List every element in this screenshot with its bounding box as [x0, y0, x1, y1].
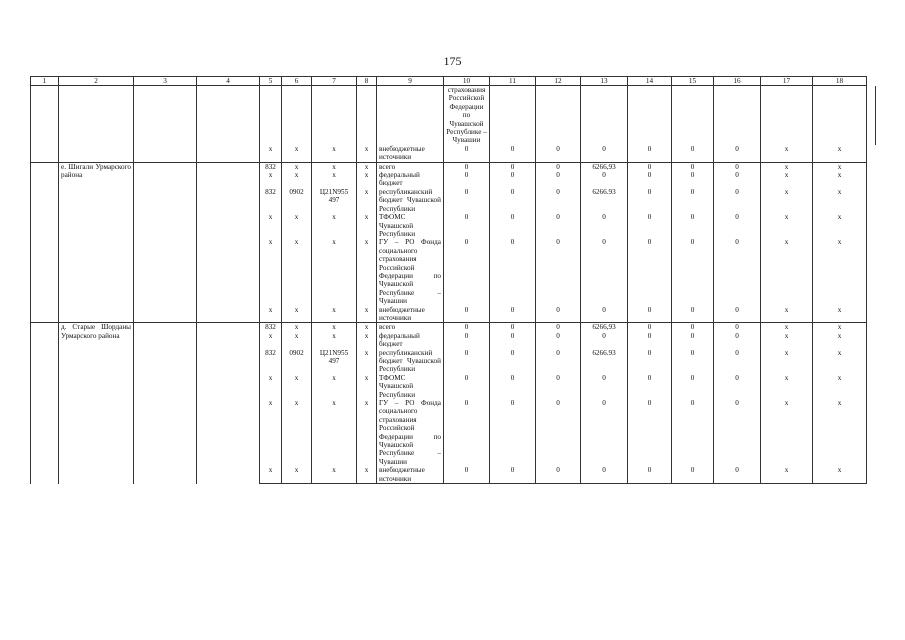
table-cell: 0	[444, 188, 490, 213]
table-cell: х	[357, 238, 377, 305]
table-cell: х	[312, 323, 357, 332]
table-cell: х	[357, 399, 377, 466]
blank-cell	[31, 86, 59, 163]
blank-cell	[197, 323, 260, 484]
table-cell: 0	[490, 188, 536, 213]
column-header: 7	[312, 77, 357, 86]
table-cell: 0	[536, 162, 581, 171]
table-cell	[761, 86, 813, 145]
table-cell: х	[357, 332, 377, 349]
table-cell: х	[357, 213, 377, 238]
table-cell	[312, 86, 357, 145]
table-cell: 0	[490, 238, 536, 305]
table-cell: 0902	[282, 349, 312, 374]
table-cell: 0	[628, 213, 672, 238]
table-row	[31, 86, 876, 145]
table-cell: 0	[672, 466, 714, 483]
table-cell: Ц21N955 497	[312, 349, 357, 374]
table-cell: 0	[490, 323, 536, 332]
table-cell: 0	[714, 466, 761, 483]
table-cell: 0	[536, 171, 581, 188]
table-cell: 0	[536, 466, 581, 483]
column-header: 12	[536, 77, 581, 86]
table-cell: 0	[581, 306, 628, 323]
table-cell: 0	[581, 171, 628, 188]
table-body	[31, 77, 876, 484]
table-cell: х	[312, 466, 357, 483]
table-cell: 832	[260, 162, 282, 171]
table-cell: 0	[490, 466, 536, 483]
source-cell: федеральный бюджет	[377, 171, 444, 188]
table-cell: 0	[628, 399, 672, 466]
table-cell: 0902	[282, 188, 312, 213]
source-cell: внебюджетные источники	[377, 306, 444, 323]
table-cell: х	[312, 374, 357, 399]
column-header: 1	[31, 77, 59, 86]
column-header: 5	[260, 77, 282, 86]
table-cell: х	[813, 399, 867, 466]
column-header: 8	[357, 77, 377, 86]
table-cell: х	[260, 332, 282, 349]
table-cell: х	[312, 213, 357, 238]
table-cell: х	[260, 399, 282, 466]
table-cell: х	[282, 171, 312, 188]
table-cell	[628, 86, 672, 145]
table-cell: х	[357, 374, 377, 399]
table-cell: х	[357, 145, 377, 162]
table-cell: 6266,93	[581, 323, 628, 332]
table-cell: х	[312, 306, 357, 323]
header-row	[31, 77, 876, 86]
table-cell: х	[761, 349, 813, 374]
table-cell: х	[813, 323, 867, 332]
table-cell: 0	[444, 238, 490, 305]
table-cell: 6266.93	[581, 349, 628, 374]
table-cell: х	[357, 466, 377, 483]
table-cell: 0	[444, 171, 490, 188]
table-cell: 0	[628, 145, 672, 162]
table-cell: 0	[581, 238, 628, 305]
source-cell: ГУ – РО Фонда социального страхования Российской Федерации по Чувашской Республике – Чувашии	[377, 399, 444, 466]
table-cell: х	[312, 162, 357, 171]
table-cell: 0	[672, 171, 714, 188]
table-cell: 0	[536, 399, 581, 466]
table-cell: Ц21N955 497	[312, 188, 357, 213]
table-cell: 0	[672, 162, 714, 171]
table-cell: 0	[714, 188, 761, 213]
table-cell: 0	[581, 466, 628, 483]
table-cell: х	[312, 332, 357, 349]
table-cell: х	[260, 145, 282, 162]
table-cell: 0	[490, 145, 536, 162]
table-cell: х	[357, 188, 377, 213]
table-cell: х	[282, 238, 312, 305]
table-cell: 0	[444, 349, 490, 374]
blank-cell	[134, 86, 197, 163]
table-cell: 832	[260, 323, 282, 332]
table-cell: 0	[628, 171, 672, 188]
table-cell: х	[357, 162, 377, 171]
table-cell: 0	[490, 306, 536, 323]
table-cell: 0	[444, 213, 490, 238]
table-cell: х	[282, 213, 312, 238]
table-cell: 0	[714, 238, 761, 305]
table-cell: х	[813, 213, 867, 238]
table-cell: 0	[628, 238, 672, 305]
table-cell	[536, 86, 581, 145]
table-cell	[260, 86, 282, 145]
blank-cell	[197, 86, 260, 163]
table-cell: х	[761, 188, 813, 213]
table-cell: х	[282, 466, 312, 483]
table-cell: 0	[536, 145, 581, 162]
table-cell: х	[312, 399, 357, 466]
column-header: 15	[672, 77, 714, 86]
table-cell: 0	[536, 323, 581, 332]
table-cell: 0	[490, 399, 536, 466]
column-header: 11	[490, 77, 536, 86]
column-header: 3	[134, 77, 197, 86]
table-cell: 0	[714, 399, 761, 466]
source-cell: федеральный бюджет	[377, 332, 444, 349]
table-cell: х	[813, 171, 867, 188]
table-cell: 0	[672, 399, 714, 466]
table-cell: 0	[672, 145, 714, 162]
source-cell: ТФОМС Чувашской Республики	[377, 374, 444, 399]
table-cell: 0	[490, 213, 536, 238]
table-cell: 0	[714, 171, 761, 188]
row-number-cell	[31, 323, 59, 484]
column-header: 10	[444, 77, 490, 86]
table-cell: х	[312, 145, 357, 162]
table-cell: 0	[536, 306, 581, 323]
table-cell: 0	[444, 323, 490, 332]
table-cell: х	[282, 306, 312, 323]
source-cell: республиканский бюджет Чувашской Республики	[377, 349, 444, 374]
table-cell: х	[282, 162, 312, 171]
table-row	[31, 162, 876, 171]
table-cell	[490, 86, 536, 145]
column-header: 4	[197, 77, 260, 86]
table-cell: 0	[714, 374, 761, 399]
table-cell: х	[260, 374, 282, 399]
table-cell: 0	[490, 171, 536, 188]
table-cell: х	[260, 213, 282, 238]
table-cell: 0	[444, 306, 490, 323]
page-number: 175	[443, 54, 462, 68]
table-cell: 0	[714, 349, 761, 374]
table-cell: 0	[536, 374, 581, 399]
blank-cell	[134, 323, 197, 484]
source-cell: ГУ – РО Фонда социального страхования Российской Федерации по Чувашской Республике – Чувашии	[377, 238, 444, 305]
table-cell: х	[813, 238, 867, 305]
table-cell: х	[260, 238, 282, 305]
table-cell: 0	[536, 332, 581, 349]
table-cell: х	[357, 323, 377, 332]
row-number-cell	[31, 162, 59, 323]
table-cell: 0	[714, 145, 761, 162]
table-cell: 0	[490, 349, 536, 374]
table-cell: х	[761, 399, 813, 466]
table-cell: х	[813, 306, 867, 323]
table-cell: 0	[536, 213, 581, 238]
blank-cell	[197, 162, 260, 323]
table-cell: 0	[628, 306, 672, 323]
budget-table	[30, 76, 876, 484]
table-cell: 0	[714, 323, 761, 332]
table-cell: 0	[628, 374, 672, 399]
source-cell	[377, 86, 444, 145]
column-header: 6	[282, 77, 312, 86]
table-cell: 0	[490, 332, 536, 349]
locality-name: д. Старые Шорданы Урмарского района	[59, 323, 134, 484]
table-cell: 0	[536, 188, 581, 213]
table-cell: 0	[672, 213, 714, 238]
locality-name: е. Шигали Урмарского района	[59, 162, 134, 323]
source-cell: внебюджетные источники	[377, 466, 444, 483]
table-cell: 0	[444, 466, 490, 483]
table-cell: х	[761, 171, 813, 188]
table-cell: 0	[672, 349, 714, 374]
table-cell: 0	[714, 332, 761, 349]
table-cell: 0	[581, 213, 628, 238]
column-header: 2	[59, 77, 134, 86]
column-header: 14	[628, 77, 672, 86]
table-cell: х	[761, 145, 813, 162]
table-row	[31, 323, 876, 332]
table-cell: х	[282, 399, 312, 466]
table-cell: 0	[672, 306, 714, 323]
table-cell: 0	[628, 466, 672, 483]
table-cell: х	[761, 238, 813, 305]
column-header: 17	[761, 77, 813, 86]
table-cell: 0	[444, 145, 490, 162]
table-cell: х	[357, 171, 377, 188]
table-cell: 0	[581, 145, 628, 162]
table-cell: 6266.93	[581, 188, 628, 213]
table-cell: 0	[628, 162, 672, 171]
table-cell: х	[282, 323, 312, 332]
table-cell: 0	[628, 188, 672, 213]
table-cell: х	[260, 466, 282, 483]
table-cell: х	[312, 171, 357, 188]
table-cell: страхования Российской Федерации по Чувашской Республике – Чувашии	[444, 86, 490, 145]
source-cell: всего	[377, 162, 444, 171]
table-cell: 0	[672, 332, 714, 349]
table-cell: 0	[714, 213, 761, 238]
table-cell: х	[813, 145, 867, 162]
table-cell: х	[357, 349, 377, 374]
table-cell	[714, 86, 761, 145]
table-cell: х	[813, 466, 867, 483]
table-cell: х	[357, 306, 377, 323]
table-cell	[357, 86, 377, 145]
table-cell	[672, 86, 714, 145]
table-cell: х	[761, 306, 813, 323]
table-cell: х	[761, 323, 813, 332]
table-cell: х	[813, 332, 867, 349]
table-cell: 0	[672, 374, 714, 399]
table-cell: 6266,93	[581, 162, 628, 171]
table-cell: 0	[581, 374, 628, 399]
table-cell: 0	[628, 349, 672, 374]
table-cell: 0	[581, 332, 628, 349]
source-cell: внебюджетные источники	[377, 145, 444, 162]
table-cell: х	[761, 162, 813, 171]
table-cell: х	[761, 466, 813, 483]
table-cell: 832	[260, 188, 282, 213]
blank-cell	[134, 162, 197, 323]
table-cell: х	[813, 349, 867, 374]
table-cell: х	[260, 306, 282, 323]
blank-cell	[59, 86, 134, 163]
table-cell	[581, 86, 628, 145]
table-cell: 0	[628, 323, 672, 332]
table-cell: х	[260, 171, 282, 188]
table-cell: 0	[672, 323, 714, 332]
source-cell: республиканский бюджет Чувашской Республики	[377, 188, 444, 213]
table-cell: х	[813, 188, 867, 213]
table-cell: 0	[672, 238, 714, 305]
table-cell: 0	[490, 162, 536, 171]
table-cell: 0	[490, 374, 536, 399]
table-cell: х	[312, 238, 357, 305]
table-cell: 0	[444, 399, 490, 466]
table-cell: х	[761, 213, 813, 238]
column-header: 9	[377, 77, 444, 86]
table-cell: 0	[444, 332, 490, 349]
table-cell: 0	[536, 238, 581, 305]
table-cell: 0	[714, 162, 761, 171]
table-cell	[867, 86, 876, 145]
table-cell: х	[282, 332, 312, 349]
column-header: 18	[813, 77, 867, 86]
table-cell: х	[282, 374, 312, 399]
table-cell: 0	[581, 399, 628, 466]
column-header: 13	[581, 77, 628, 86]
table-cell: х	[761, 374, 813, 399]
table-cell: 832	[260, 349, 282, 374]
table-cell	[282, 86, 312, 145]
table-cell: х	[813, 162, 867, 171]
table-cell: х	[761, 332, 813, 349]
table-cell: 0	[672, 188, 714, 213]
source-cell: ТФОМС Чувашской Республики	[377, 213, 444, 238]
table-cell	[813, 86, 867, 145]
table-cell: 0	[444, 162, 490, 171]
table-cell: 0	[536, 349, 581, 374]
table-cell: 0	[628, 332, 672, 349]
table-cell: х	[282, 145, 312, 162]
table-cell: 0	[444, 374, 490, 399]
column-header: 16	[714, 77, 761, 86]
source-cell: всего	[377, 323, 444, 332]
table-cell: 0	[714, 306, 761, 323]
table-cell: х	[813, 374, 867, 399]
